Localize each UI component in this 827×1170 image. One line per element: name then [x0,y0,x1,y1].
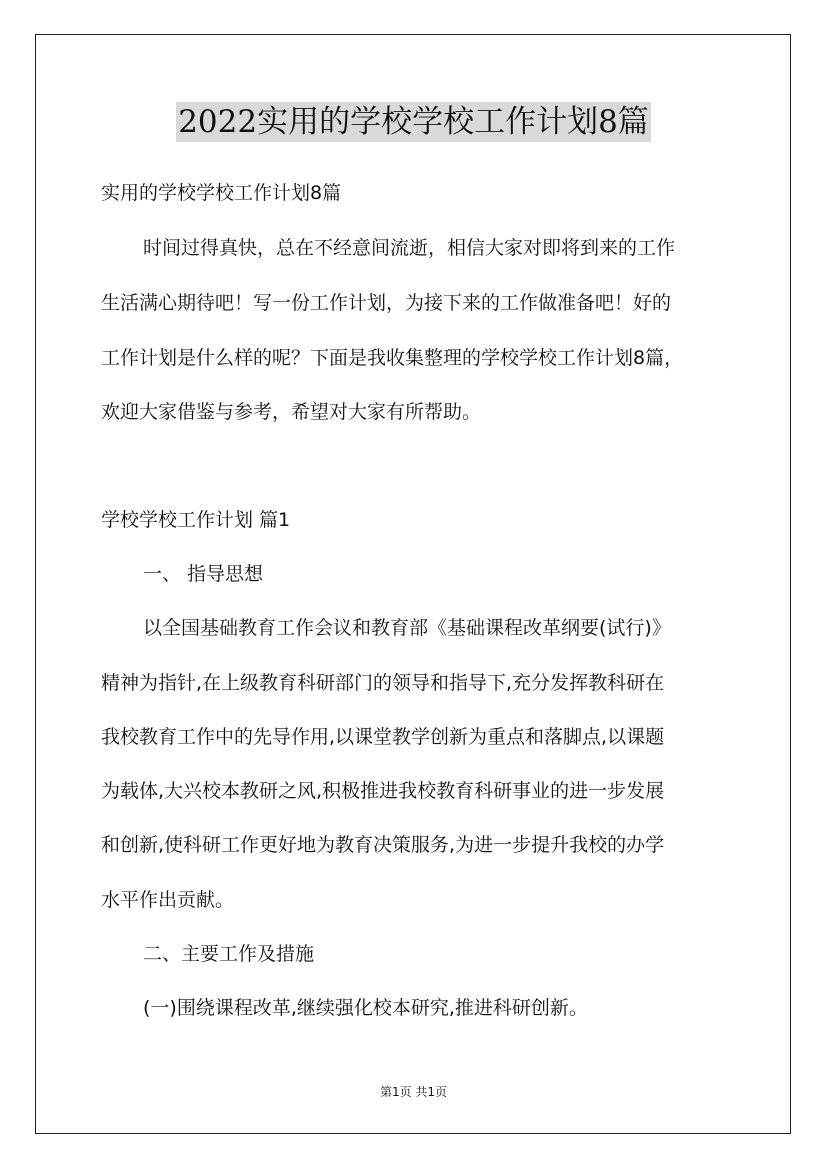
section-heading: 学校学校工作计划 篇1 [101,509,291,531]
intro-line: 欢迎大家借鉴与参考，希望对大家有所帮助。 [101,401,482,423]
intro-line: 工作计划是什么样的呢？下面是我收集整理的学校学校工作计划8篇， [101,347,684,369]
part1-line: 为载体,大兴校本教研之风,积极推进我校教育科研事业的进一步发展 [101,780,665,802]
part1-heading: 一、 指导思想 [143,563,264,585]
document-subtitle: 实用的学校学校工作计划8篇 [101,182,342,204]
title-container [0,102,827,142]
intro-line: 生活满心期待吧！写一份工作计划，为接下来的工作做准备吧！好的 [101,292,672,314]
intro-line: 时间过得真快，总在不经意间流逝，相信大家对即将到来的工作 [143,237,676,259]
part2-item: (一)围绕课程改革,继续强化校本研究,推进科研创新。 [143,997,588,1019]
part2-heading: 二、主要工作及措施 [143,943,315,965]
document-title: 2022实用的学校学校工作计划8篇 [178,104,649,140]
part1-line: 精神为指针,在上级教育科研部门的领导和指导下,充分发挥教科研在 [101,672,665,694]
part1-line: 水平作出贡献。 [101,889,235,911]
page-footer: 第1页 共1页 [379,1085,448,1099]
part1-line: 和创新,使科研工作更好地为教育决策服务,为进一步提升我校的办学 [101,834,665,856]
part1-line: 我校教育工作中的先导作用,以课堂教学创新为重点和落脚点,以课题 [101,726,665,748]
part1-line: 以全国基础教育工作会议和教育部《基础课程改革纲要(试行)》 [143,617,671,639]
